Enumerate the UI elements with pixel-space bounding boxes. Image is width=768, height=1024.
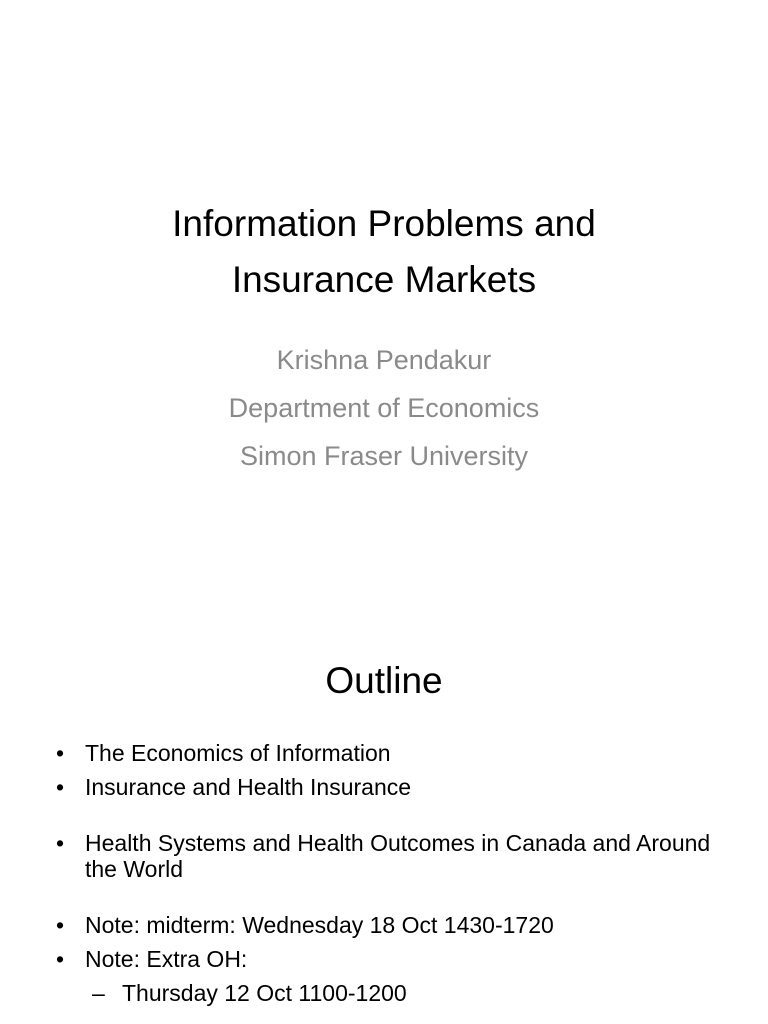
sub-bullet-item — [56, 980, 736, 1006]
sub-bullet-text: Thursday 12 Oct 1100-1200 — [122, 980, 407, 1006]
bullet-icon: • — [56, 774, 65, 800]
author-name: Krishna Pendakur — [276, 345, 492, 375]
bullet-icon: • — [56, 912, 65, 938]
outline-bullet-list — [56, 740, 736, 1006]
bullet-item — [56, 912, 736, 938]
outline-title: Outline — [325, 660, 443, 701]
bullet-item — [56, 946, 736, 972]
author-department: Department of Economics — [228, 393, 540, 423]
bullet-text: Health Systems and Health Outcomes in Canada and Around the World — [85, 830, 711, 882]
bullet-icon: • — [56, 740, 65, 766]
bullet-icon: • — [56, 946, 65, 972]
bullet-text: Note: Extra OH: — [85, 946, 248, 972]
dash-icon: – — [92, 980, 105, 1006]
bullet-item — [56, 774, 736, 800]
outline-slide — [0, 580, 768, 1024]
presentation-title — [0, 196, 768, 308]
bullet-text: Note: midterm: Wednesday 18 Oct 1430-1720 — [85, 912, 554, 938]
presentation-subtitle — [0, 336, 768, 480]
bullet-text: The Economics of Information — [85, 740, 391, 766]
author-university: Simon Fraser University — [239, 441, 529, 471]
bullet-item — [56, 830, 736, 882]
bullet-item — [56, 740, 736, 766]
bullet-icon: • — [56, 830, 65, 856]
title-line-1: Information Problems and — [172, 203, 596, 244]
bullet-text: Insurance and Health Insurance — [85, 774, 412, 800]
title-line-2: Insurance Markets — [231, 259, 537, 300]
